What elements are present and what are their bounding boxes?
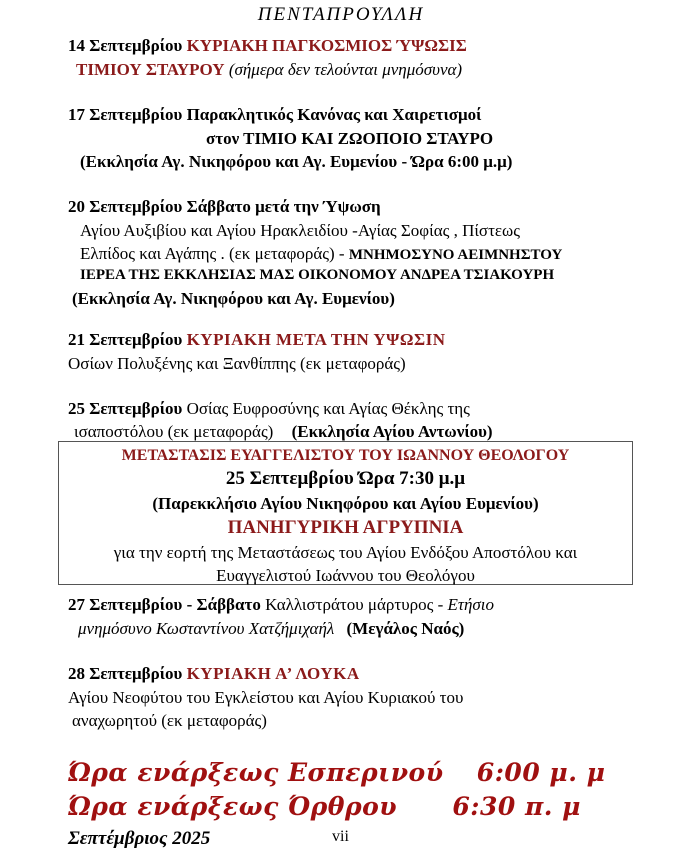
event-28-line1 <box>68 662 360 685</box>
event-17-line1: 17 Σεπτεμβρίου Παρακλητικός Κανόνας και Χαιρετισμοί <box>68 105 482 124</box>
event-25-line1 <box>68 397 470 420</box>
event-20-line1: 20 Σεπτεμβρίου Σάββατο μετά την Ύψωση <box>68 197 381 216</box>
event-28-line3: αναχωρητού (εκ μεταφοράς) <box>72 711 267 730</box>
feast-time: 25 Σεπτεμβρίου Ώρα 7:30 μ.μ <box>225 468 466 489</box>
event-27-memorial-name: μνημόσυνο Κωσταντίνου Χατζήμιχαήλ <box>78 619 335 638</box>
event-14-title-cont: ΤΙΜΙΟΥ ΣΤΑΥΡΟΥ <box>76 60 225 79</box>
event-28-date: 28 Σεπτεμβρίου <box>68 664 183 683</box>
event-21-date: 21 Σεπτεμβρίου <box>68 330 183 349</box>
event-27-saint: Καλλιστράτου μάρτυρος - <box>260 595 448 614</box>
event-14-line1 <box>68 34 467 57</box>
feast-desc-line2: Ευαγγελιστού Ιωάννου του Θεολόγου <box>216 566 475 585</box>
event-25-saints-cont: ισαποστόλου (εκ μεταφοράς) <box>74 422 274 441</box>
event-28-title: ΚΥΡΙΑΚΗ Α’ ΛΟΥΚΑ <box>186 664 360 683</box>
page-number: vii <box>332 828 349 845</box>
vespers-time: 6:00 μ. μ <box>476 758 606 787</box>
matins-label: Ώρα ενάρξεως Όρθρου <box>68 792 398 821</box>
event-27-line2 <box>78 617 464 640</box>
event-27-memorial: Ετήσιο <box>447 595 495 614</box>
matins-hours <box>68 792 581 821</box>
event-14-note: (σήμερα δεν τελούνται μνημόσυνα) <box>228 60 463 79</box>
matins-time: 6:30 π. μ <box>452 792 581 821</box>
event-21-title: ΚΥΡΙΑΚΗ ΜΕΤΑ ΤΗΝ ΥΨΩΣΙΝ <box>186 330 446 349</box>
event-14-date: 14 Σεπτεμβρίου <box>68 36 183 55</box>
event-20-place: (Εκκλησία Αγ. Νικηφόρου και Αγ. Ευμενίου) <box>72 289 395 308</box>
event-14-title: ΚΥΡΙΑΚΗ ΠΑΓΚΟΣΜΙΟΣ ΎΨΩΣΙΣ <box>186 36 467 55</box>
event-25-line2 <box>74 420 493 443</box>
footer-month: Σεπτέμβριος 2025 <box>68 828 211 849</box>
event-27-place: (Μεγάλος Ναός) <box>346 619 465 638</box>
feast-title: ΜΕΤΑΣΤΑΣΙΣ ΕΥΑΓΓΕΛΙΣΤΟΥ ΤΟΥ ΙΩΑΝΝΟΥ ΘΕΟΛΟΓΟΥ <box>121 447 570 464</box>
bulletin-title: ΠΕΝΤΑΠΡΟΥΛΛΗ <box>257 4 425 25</box>
event-20-line2: Αγίου Αυξιβίου και Αγίου Ηρακλειδίου -Αγίας Σοφίας , Πίστεως <box>80 221 520 240</box>
feast-place: (Παρεκκλήσιο Αγίου Νικηφόρου και Αγίου Ευμενίου) <box>152 494 539 513</box>
event-25-place: (Εκκλησία Αγίου Αντωνίου) <box>291 422 493 441</box>
feast-desc-line1: για την εορτή της Μεταστάσεως του Αγίου Ενδόξου Αποστόλου και <box>113 543 578 562</box>
event-25-saints: Οσίας Ευφροσύνης και Αγίας Θέκλης της <box>182 399 470 418</box>
vespers-hours <box>68 758 605 787</box>
event-17-line2: στον ΤΙΜΙΟ ΚΑΙ ΖΩΟΠΟΙΟ ΣΤΑΥΡΟ <box>206 129 494 148</box>
event-14-line2 <box>76 58 462 81</box>
event-27-line1 <box>68 593 494 616</box>
event-25-date: 25 Σεπτεμβρίου <box>68 399 183 418</box>
feast-vigil: ΠΑΝΗΓΥΡΙΚΗ ΑΓΡΥΠΝΙΑ <box>227 517 464 538</box>
event-20-memorial: ΜΝΗΜΟΣΥΝΟ ΑΕΙΜΝΗΣΤΟΥ <box>348 247 563 263</box>
event-20-memorial-cont: ΙΕΡΕΑ ΤΗΣ ΕΚΚΛΗΣΙΑΣ ΜΑΣ ΟΙΚΟΝΟΜΟΥ ΑΝΔΡΕΑ ΤΣΙΑΚΟΥΡΗ <box>80 267 555 283</box>
event-17-line3: (Εκκλησία Αγ. Νικηφόρου και Αγ. Ευμενίου - Ώρα 6:00 μ.μ) <box>80 152 513 171</box>
event-21-line2: Οσίων Πολυξένης και Ξανθίππης (εκ μεταφοράς) <box>68 354 406 373</box>
event-28-line2: Αγίου Νεοφύτου του Εγκλείστου και Αγίου Κυριακού του <box>68 688 464 707</box>
event-21-line1 <box>68 328 446 351</box>
vespers-label: Ώρα ενάρξεως Εσπερινού <box>68 758 444 787</box>
event-20-saints-cont: Ελπίδος και Αγάπης . (εκ μεταφοράς) - <box>80 244 349 263</box>
event-27-date: 27 Σεπτεμβρίου - Σάββατο <box>68 595 261 614</box>
